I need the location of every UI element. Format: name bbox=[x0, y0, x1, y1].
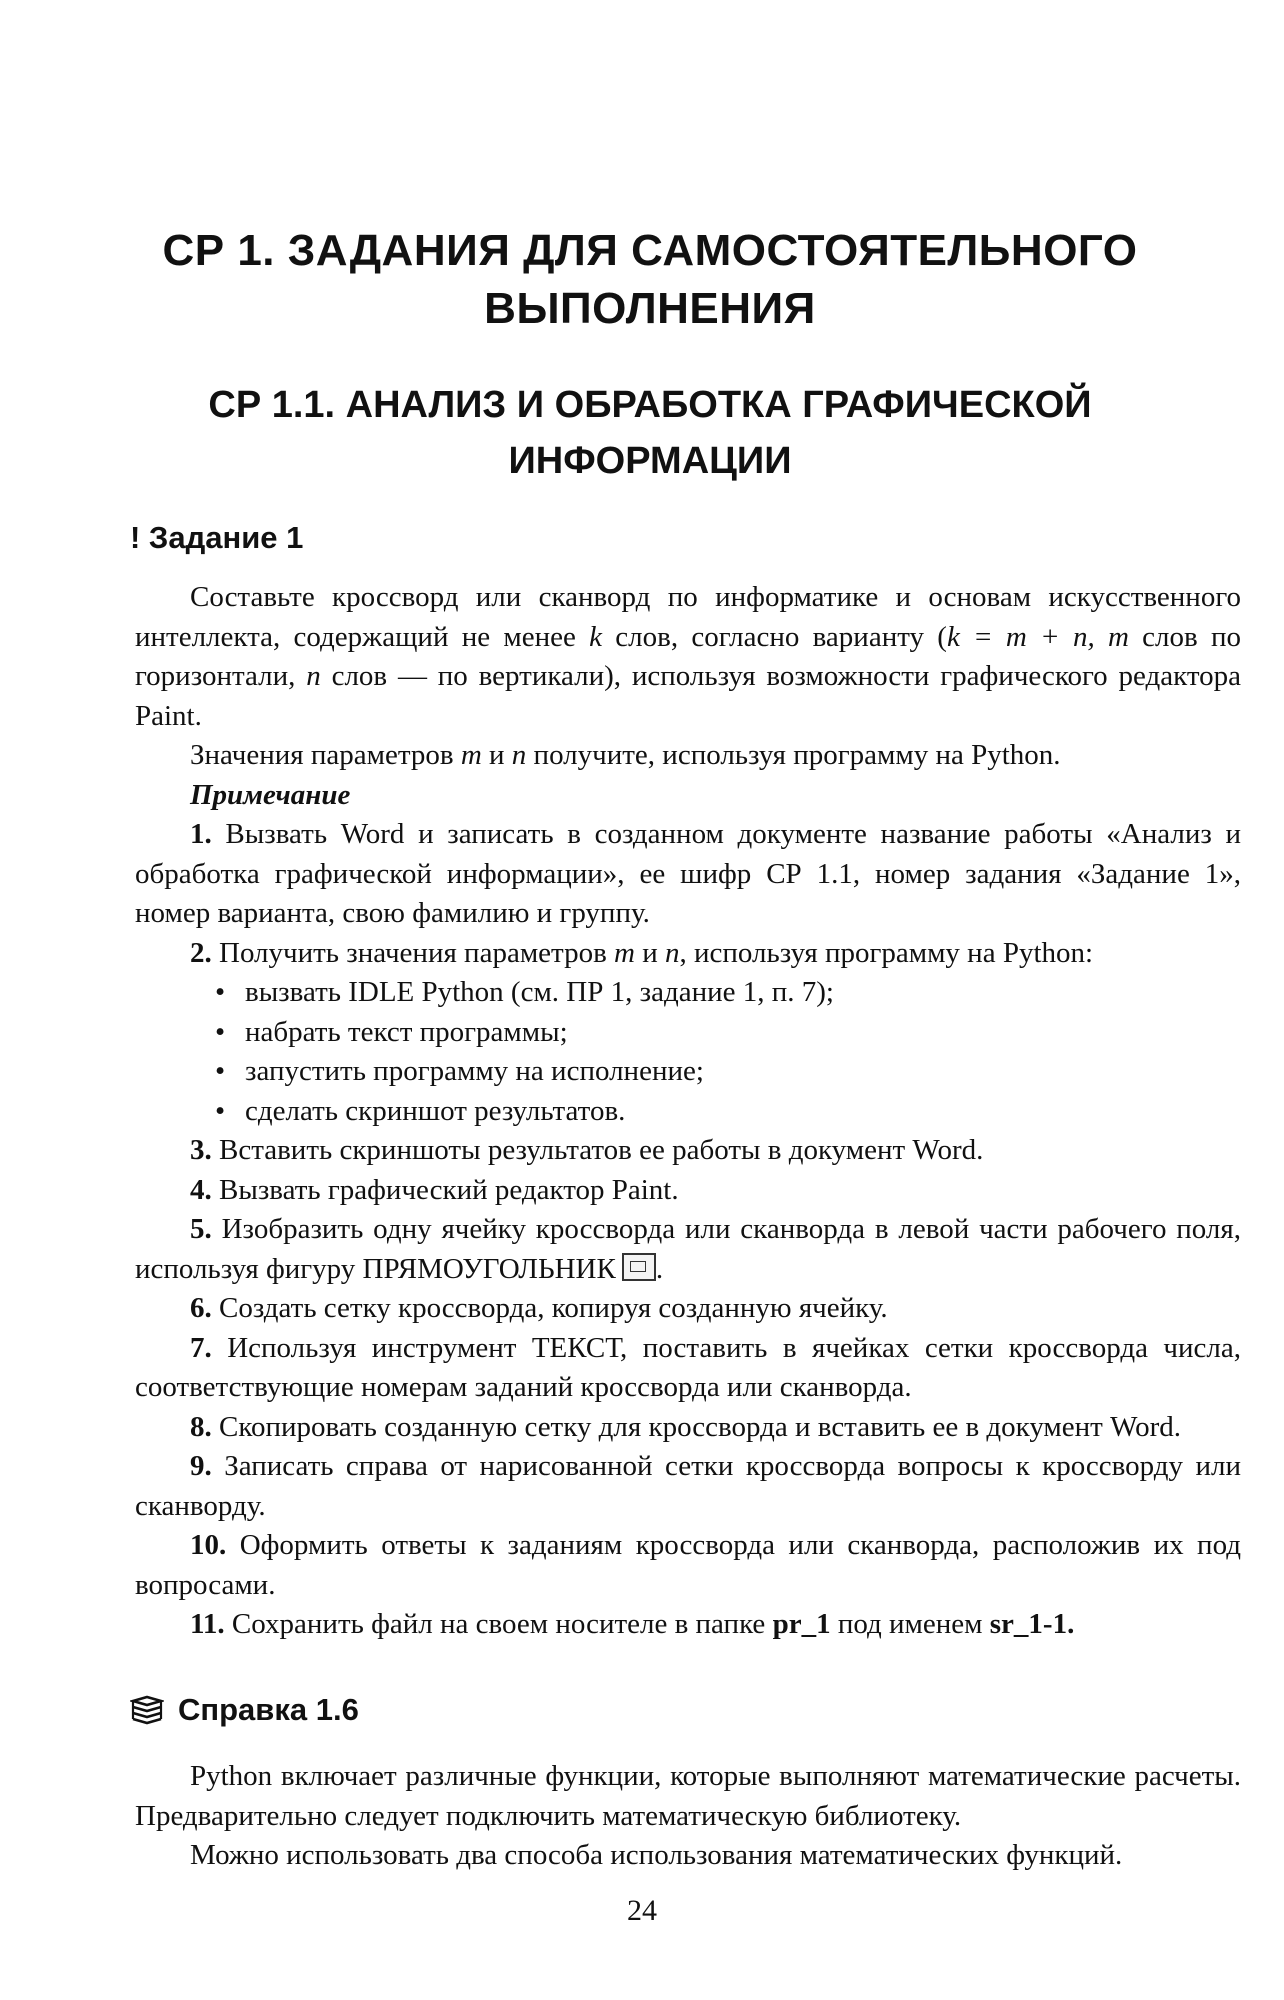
books-icon bbox=[130, 1695, 164, 1725]
step-5: 5. Изобразить одну ячейку кроссворда или сканворда в левой части рабочего поля, используя фигуру ПРЯМОУГОЛЬНИК . bbox=[135, 1213, 1241, 1285]
task-body bbox=[135, 578, 1241, 1645]
reference-body bbox=[135, 1757, 1241, 1876]
bullet-item: • набрать текст программы; bbox=[215, 1013, 1241, 1053]
bullet-item: • вызвать IDLE Python (см. ПР 1, задание 1, п. 7); bbox=[215, 973, 1241, 1013]
reference-heading-label: Справка 1.6 bbox=[178, 1692, 359, 1727]
bullet-item: • сделать скриншот результатов. bbox=[215, 1092, 1241, 1132]
step-11: 11. Сохранить файл на своем носителе в папке pr_1 под именем sr_1-1. bbox=[190, 1608, 1075, 1640]
task-intro-paragraph: Составьте кроссворд или сканворд по информатике и основам искусственного интеллекта, содержащий не менее k слов, согласно варианту (k = m + n, m слов по горизонтали, n слов — по вертикали), используя возможности графического редактора Paint. bbox=[135, 581, 1242, 732]
reference-heading bbox=[130, 1690, 359, 1730]
section-title: СР 1.1. АНАЛИЗ И ОБРАБОТКА ГРАФИЧЕСКОЙ ИНФОРМАЦИИ bbox=[208, 384, 1092, 482]
reference-paragraph: Python включает различные функции, которые выполняют математические расчеты. Предварительно следует подключить математическую библиотеку. bbox=[135, 1760, 1241, 1832]
step-3: 3. Вставить скриншоты результатов ее работы в документ Word. bbox=[190, 1134, 984, 1166]
step-7: 7. Используя инструмент ТЕКСТ, поставить в ячейках сетки кроссворда числа, соответствующие номерам заданий кроссворда или сканворда. bbox=[135, 1331, 1241, 1403]
step-2: 2. Получить значения параметров m и n, используя программу на Python: bbox=[190, 936, 1094, 969]
step-10: 10. Оформить ответы к заданиям кроссворда или сканворда, расположив их под вопросами. bbox=[135, 1529, 1241, 1601]
step-2-bullet-list bbox=[135, 973, 1241, 1131]
reference-paragraph: Можно использовать два способа использования математических функций. bbox=[190, 1839, 1123, 1871]
step-1: 1. Вызвать Word и записать в созданном документе название работы «Анализ и обработка графической информации», ее шифр СР 1.1, номер задания «Задание 1», номер варианта, свою фамилию и группу. bbox=[135, 818, 1241, 929]
task-parameters-paragraph: Значения параметров m и n получите, используя программу на Python. bbox=[190, 739, 1061, 771]
bullet-item: • запустить программу на исполнение; bbox=[215, 1052, 1241, 1092]
step-9: 9. Записать справа от нарисованной сетки кроссворда вопросы к кроссворду или сканворду. bbox=[135, 1450, 1241, 1522]
step-8: 8. Скопировать созданную сетку для кроссворда и вставить ее в документ Word. bbox=[190, 1410, 1182, 1443]
step-6: 6. Создать сетку кроссворда, копируя созданную ячейку. bbox=[190, 1292, 888, 1324]
rectangle-shape-icon bbox=[622, 1253, 656, 1281]
task-heading: ! Задание 1 bbox=[130, 520, 304, 555]
page-number: 24 bbox=[627, 1894, 657, 1927]
chapter-title: СР 1. ЗАДАНИЯ ДЛЯ САМОСТОЯТЕЛЬНОГО ВЫПОЛНЕНИЯ bbox=[162, 226, 1138, 333]
note-label: Примечание bbox=[190, 778, 351, 811]
step-4: 4. Вызвать графический редактор Paint. bbox=[190, 1173, 679, 1206]
